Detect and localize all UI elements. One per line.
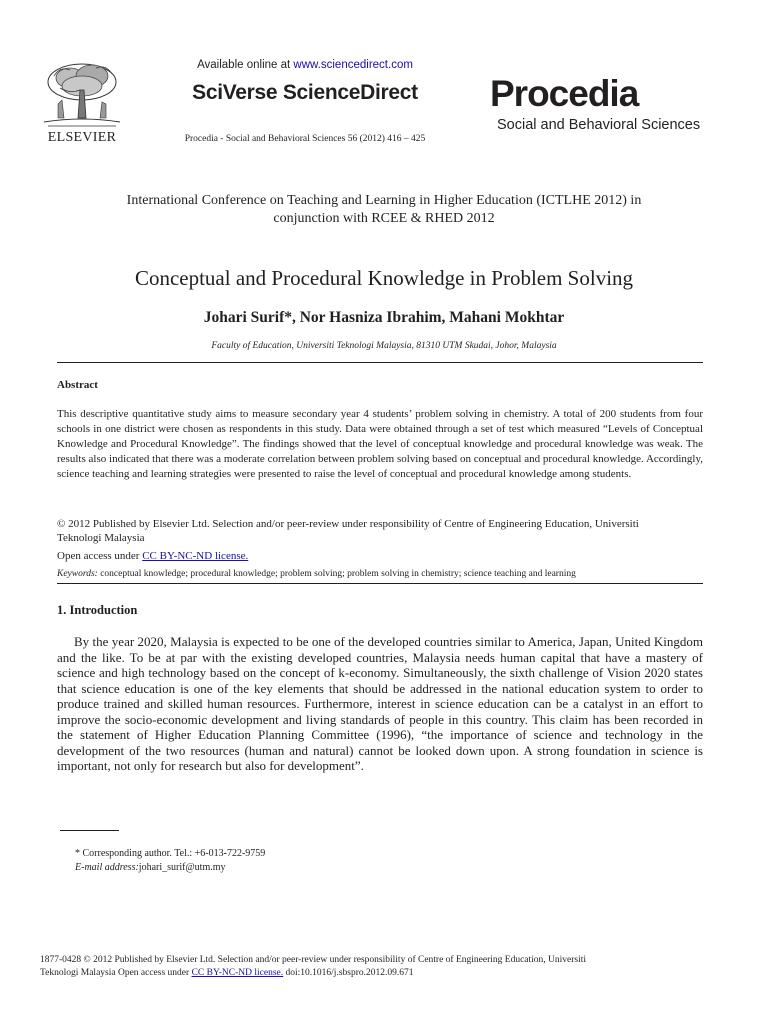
article-affiliation: Faculty of Education, Universiti Teknologi Malaysia, 81310 UTM Skudai, Johor, Malaysia <box>211 341 557 351</box>
introduction-heading: 1. Introduction <box>57 603 138 617</box>
footnote-divider <box>60 830 119 831</box>
title-divider <box>57 362 703 363</box>
abstract-text: This descriptive quantitative study aims to measure secondary year 4 students’ problem solving in chemistry. A total of 200 students from four schools in one district were chosen as respondents in this study. Data were obtained through a set of test which measured “Levels of Conceptual Knowledge and Procedural Knowledge”. The findings showed that the level of conceptual knowledge and procedural knowledge was weak. The results also indicated that there was a moderate correlation between problem solving based on conceptual and procedural knowledge. Accordingly, science teaching and learning strategies were presented to raise the level of conceptual and procedural knowledge among students. <box>57 408 703 480</box>
keywords-line <box>57 569 717 579</box>
corresponding-author: * Corresponding author. Tel.: +6-013-722-9759 <box>75 848 266 859</box>
abstract-heading: Abstract <box>57 379 98 391</box>
open-access-line <box>57 550 248 562</box>
abstract-copyright: © 2012 Published by Elsevier Ltd. Selection and/or peer-review under responsibility of Centre of Engineering Education, Universiti Teknologi Malaysia <box>57 518 639 544</box>
sciverse-logo[interactable]: SciVerse ScienceDirect <box>192 81 418 104</box>
footer-license-link[interactable]: CC BY-NC-ND license. <box>191 968 284 978</box>
footer-line-1: 1877-0428 © 2012 Published by Elsevier Ltd. Selection and/or peer-review under responsibility of Centre of Engineering Education, Universiti <box>40 955 587 965</box>
elsevier-tree-icon <box>40 60 124 128</box>
available-online <box>140 59 470 71</box>
email-address[interactable]: johari_surif@utm.my <box>138 862 226 873</box>
procedia-subtitle: Social and Behavioral Sciences <box>497 117 701 133</box>
email-label: E-mail address: <box>75 862 139 873</box>
conference-line-1: International Conference on Teaching and Learning in Higher Education (ICTLHE 2012) in <box>126 193 642 208</box>
elsevier-logo[interactable] <box>40 60 124 148</box>
keywords-list: conceptual knowledge; procedural knowledge; problem solving; problem solving in chemistry; science teaching and learning <box>97 569 576 579</box>
footer-line-2 <box>40 968 740 978</box>
article-title: Conceptual and Procedural Knowledge in Problem Solving <box>134 266 634 290</box>
footer-doi: doi:10.1016/j.sbspro.2012.09.671 <box>283 968 414 978</box>
footer-open-access-prefix: Teknologi Malaysia Open access under <box>40 968 192 978</box>
license-link[interactable]: CC BY-NC-ND license. <box>142 550 249 562</box>
conference-line-2: conjunction with RCEE & RHED 2012 <box>273 211 495 226</box>
article-authors: Johari Surif*, Nor Hasniza Ibrahim, Mahani Mokhtar <box>203 309 565 326</box>
publisher-wordmark: ELSEVIER <box>47 130 117 145</box>
available-prefix: Available online at <box>197 59 294 71</box>
procedia-logo[interactable] <box>490 72 730 138</box>
journal-citation: Procedia - Social and Behavioral Sciences 56 (2012) 416 – 425 <box>184 134 426 144</box>
abstract-divider <box>57 583 703 584</box>
procedia-wordmark: Procedia <box>490 73 639 114</box>
sciencedirect-url[interactable]: www.sciencedirect.com <box>293 59 413 71</box>
open-access-prefix: Open access under <box>57 550 143 562</box>
introduction-text: By the year 2020, Malaysia is expected to be one of the developed countries similar to America, Japan, United Kingdom and the like. To be at par with the existing developed countries, Malaysia needs human capital that have a mastery of science and high technology based on the concept of k-economy. Simultaneously, the sixth challenge of Vision 2020 states that science education is one of the key elements that should be addressed in the national education system to order to produce trained and skilled human resources. Furthermore, interest in science education can be a catalyst in an effort to improve the socio-economic development and living standards of people in this country. This claim has been recorded in the statement of Higher Education Planning Committee (1996), “the importance of science and technology in the development of the two resources (human and natural) cannot be looked down upon. A strong foundation in science is important, not only for research but also for development”. <box>57 634 703 773</box>
author-email-line <box>75 862 226 873</box>
keywords-label: Keywords: <box>57 569 98 579</box>
